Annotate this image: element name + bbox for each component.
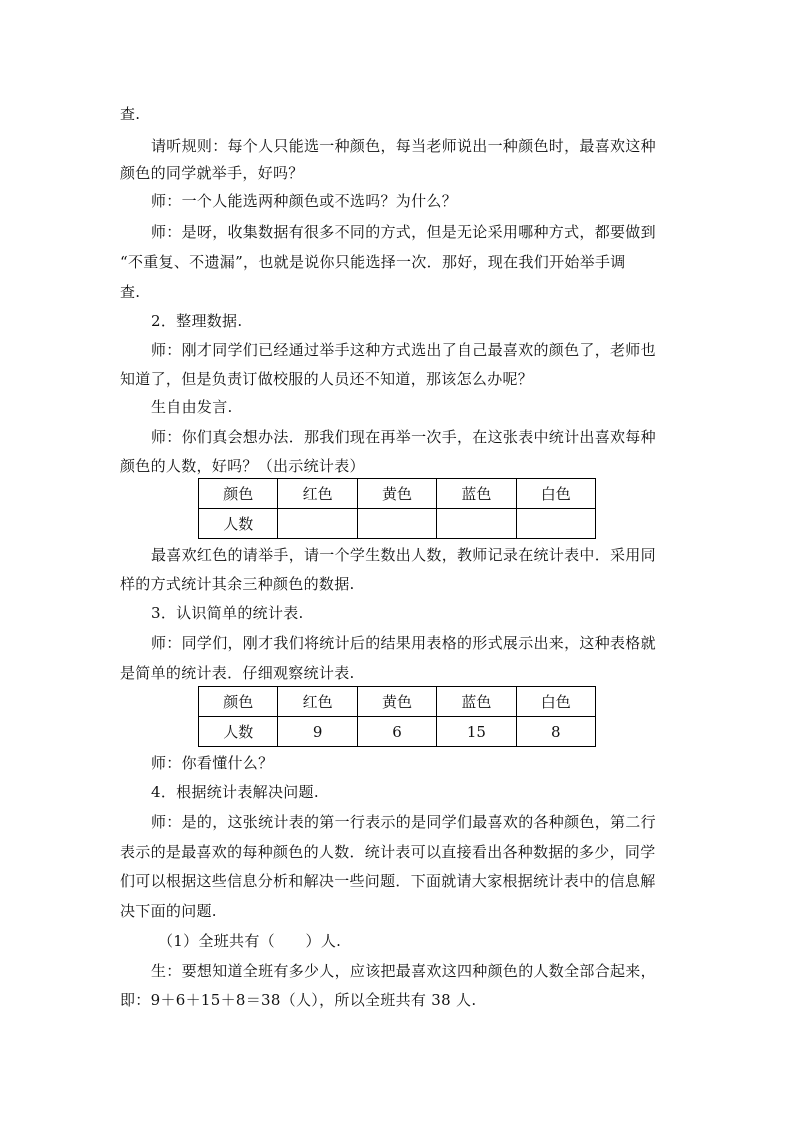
- table-header-cell: 颜色: [199, 687, 278, 717]
- table-cell: [278, 509, 357, 539]
- paragraph-line: 师：刚才同学们已经通过举手这种方式选出了自己最喜欢的颜色了，老师也: [151, 341, 656, 359]
- filled-statistics-table: [198, 686, 596, 747]
- table-cell: 8: [516, 717, 595, 747]
- table-header-cell: 颜色: [199, 479, 278, 509]
- section-heading: 4．根据统计表解决问题.: [151, 783, 319, 801]
- table-cell: 15: [437, 717, 516, 747]
- table-header-cell: 白色: [516, 687, 595, 717]
- table-header-cell: 黄色: [357, 687, 436, 717]
- table-header-cell: 蓝色: [437, 687, 516, 717]
- table-cell: 9: [278, 717, 357, 747]
- table-header-cell: 蓝色: [437, 479, 516, 509]
- table-row: [199, 717, 596, 747]
- table-cell: 6: [357, 717, 436, 747]
- table-header-cell: 白色: [516, 479, 595, 509]
- table-cell: [437, 509, 516, 539]
- table-header-cell: 红色: [278, 479, 357, 509]
- paragraph-line: 颜色的人数，好吗？（出示统计表）: [120, 457, 365, 475]
- table-cell: [357, 509, 436, 539]
- paragraph-line: 生：要想知道全班有多少人，应该把最喜欢这四种颜色的人数全部合起来，: [151, 962, 656, 980]
- table-header-cell: 黄色: [357, 479, 436, 509]
- section-heading: 3．认识简单的统计表.: [151, 604, 304, 622]
- table-cell: [516, 509, 595, 539]
- paragraph-line: 颜色的同学就举手，好吗？: [120, 164, 304, 182]
- table-row: [199, 479, 596, 509]
- blank-statistics-table: [198, 478, 596, 539]
- paragraph-line: “不重复、不遗漏”，也就是说你只能选择一次．那好，现在我们开始举手调: [120, 253, 626, 271]
- paragraph-line: 生自由发言.: [151, 398, 233, 416]
- paragraph-line: 师：同学们，刚才我们将统计后的结果用表格的形式展示出来，这种表格就: [151, 634, 656, 652]
- paragraph-line: 表示的是最喜欢的每种颜色的人数．统计表可以直接看出各种数据的多少，同学: [120, 843, 656, 861]
- paragraph-line: 师：你们真会想办法．那我们现在再举一次手，在这张表中统计出喜欢每种: [151, 428, 656, 446]
- paragraph-line: 查.: [120, 105, 141, 123]
- table-row: [199, 687, 596, 717]
- paragraph-line: 师：一个人能选两种颜色或不选吗？为什么？: [151, 192, 458, 210]
- paragraph-line: 师：是的，这张统计表的第一行表示的是同学们最喜欢的各种颜色，第二行: [151, 813, 656, 831]
- paragraph-line: 样的方式统计其余三种颜色的数据.: [120, 575, 355, 593]
- question-line: （1）全班共有（ ）人.: [158, 932, 342, 950]
- section-heading: 2．整理数据.: [151, 312, 243, 330]
- paragraph-line: 查.: [120, 283, 141, 301]
- table-header-cell: 红色: [278, 687, 357, 717]
- paragraph-line: 最喜欢红色的请举手，请一个学生数出人数，教师记录在统计表中．采用同: [151, 546, 656, 564]
- paragraph-line: 决下面的问题.: [120, 902, 217, 920]
- paragraph-line: 师：你看懂什么？: [151, 754, 274, 772]
- table-row: [199, 509, 596, 539]
- paragraph-line: 知道了，但是负责订做校服的人员还不知道，那该怎么办呢？: [120, 370, 534, 388]
- paragraph-line: 师：是呀，收集数据有很多不同的方式，但是无论采用哪种方式，都要做到: [151, 223, 656, 241]
- paragraph-line: 是简单的统计表．仔细观察统计表.: [120, 664, 355, 682]
- paragraph-line: 请听规则：每个人只能选一种颜色，每当老师说出一种颜色时，最喜欢这种: [151, 137, 656, 155]
- paragraph-line: 们可以根据这些信息分析和解决一些问题．下面就请大家根据统计表中的信息解: [120, 872, 656, 890]
- table-cell: 人数: [199, 717, 278, 747]
- paragraph-line: 即：9＋6＋15＋8＝38（人），所以全班共有 38 人.: [120, 991, 477, 1009]
- table-cell: 人数: [199, 509, 278, 539]
